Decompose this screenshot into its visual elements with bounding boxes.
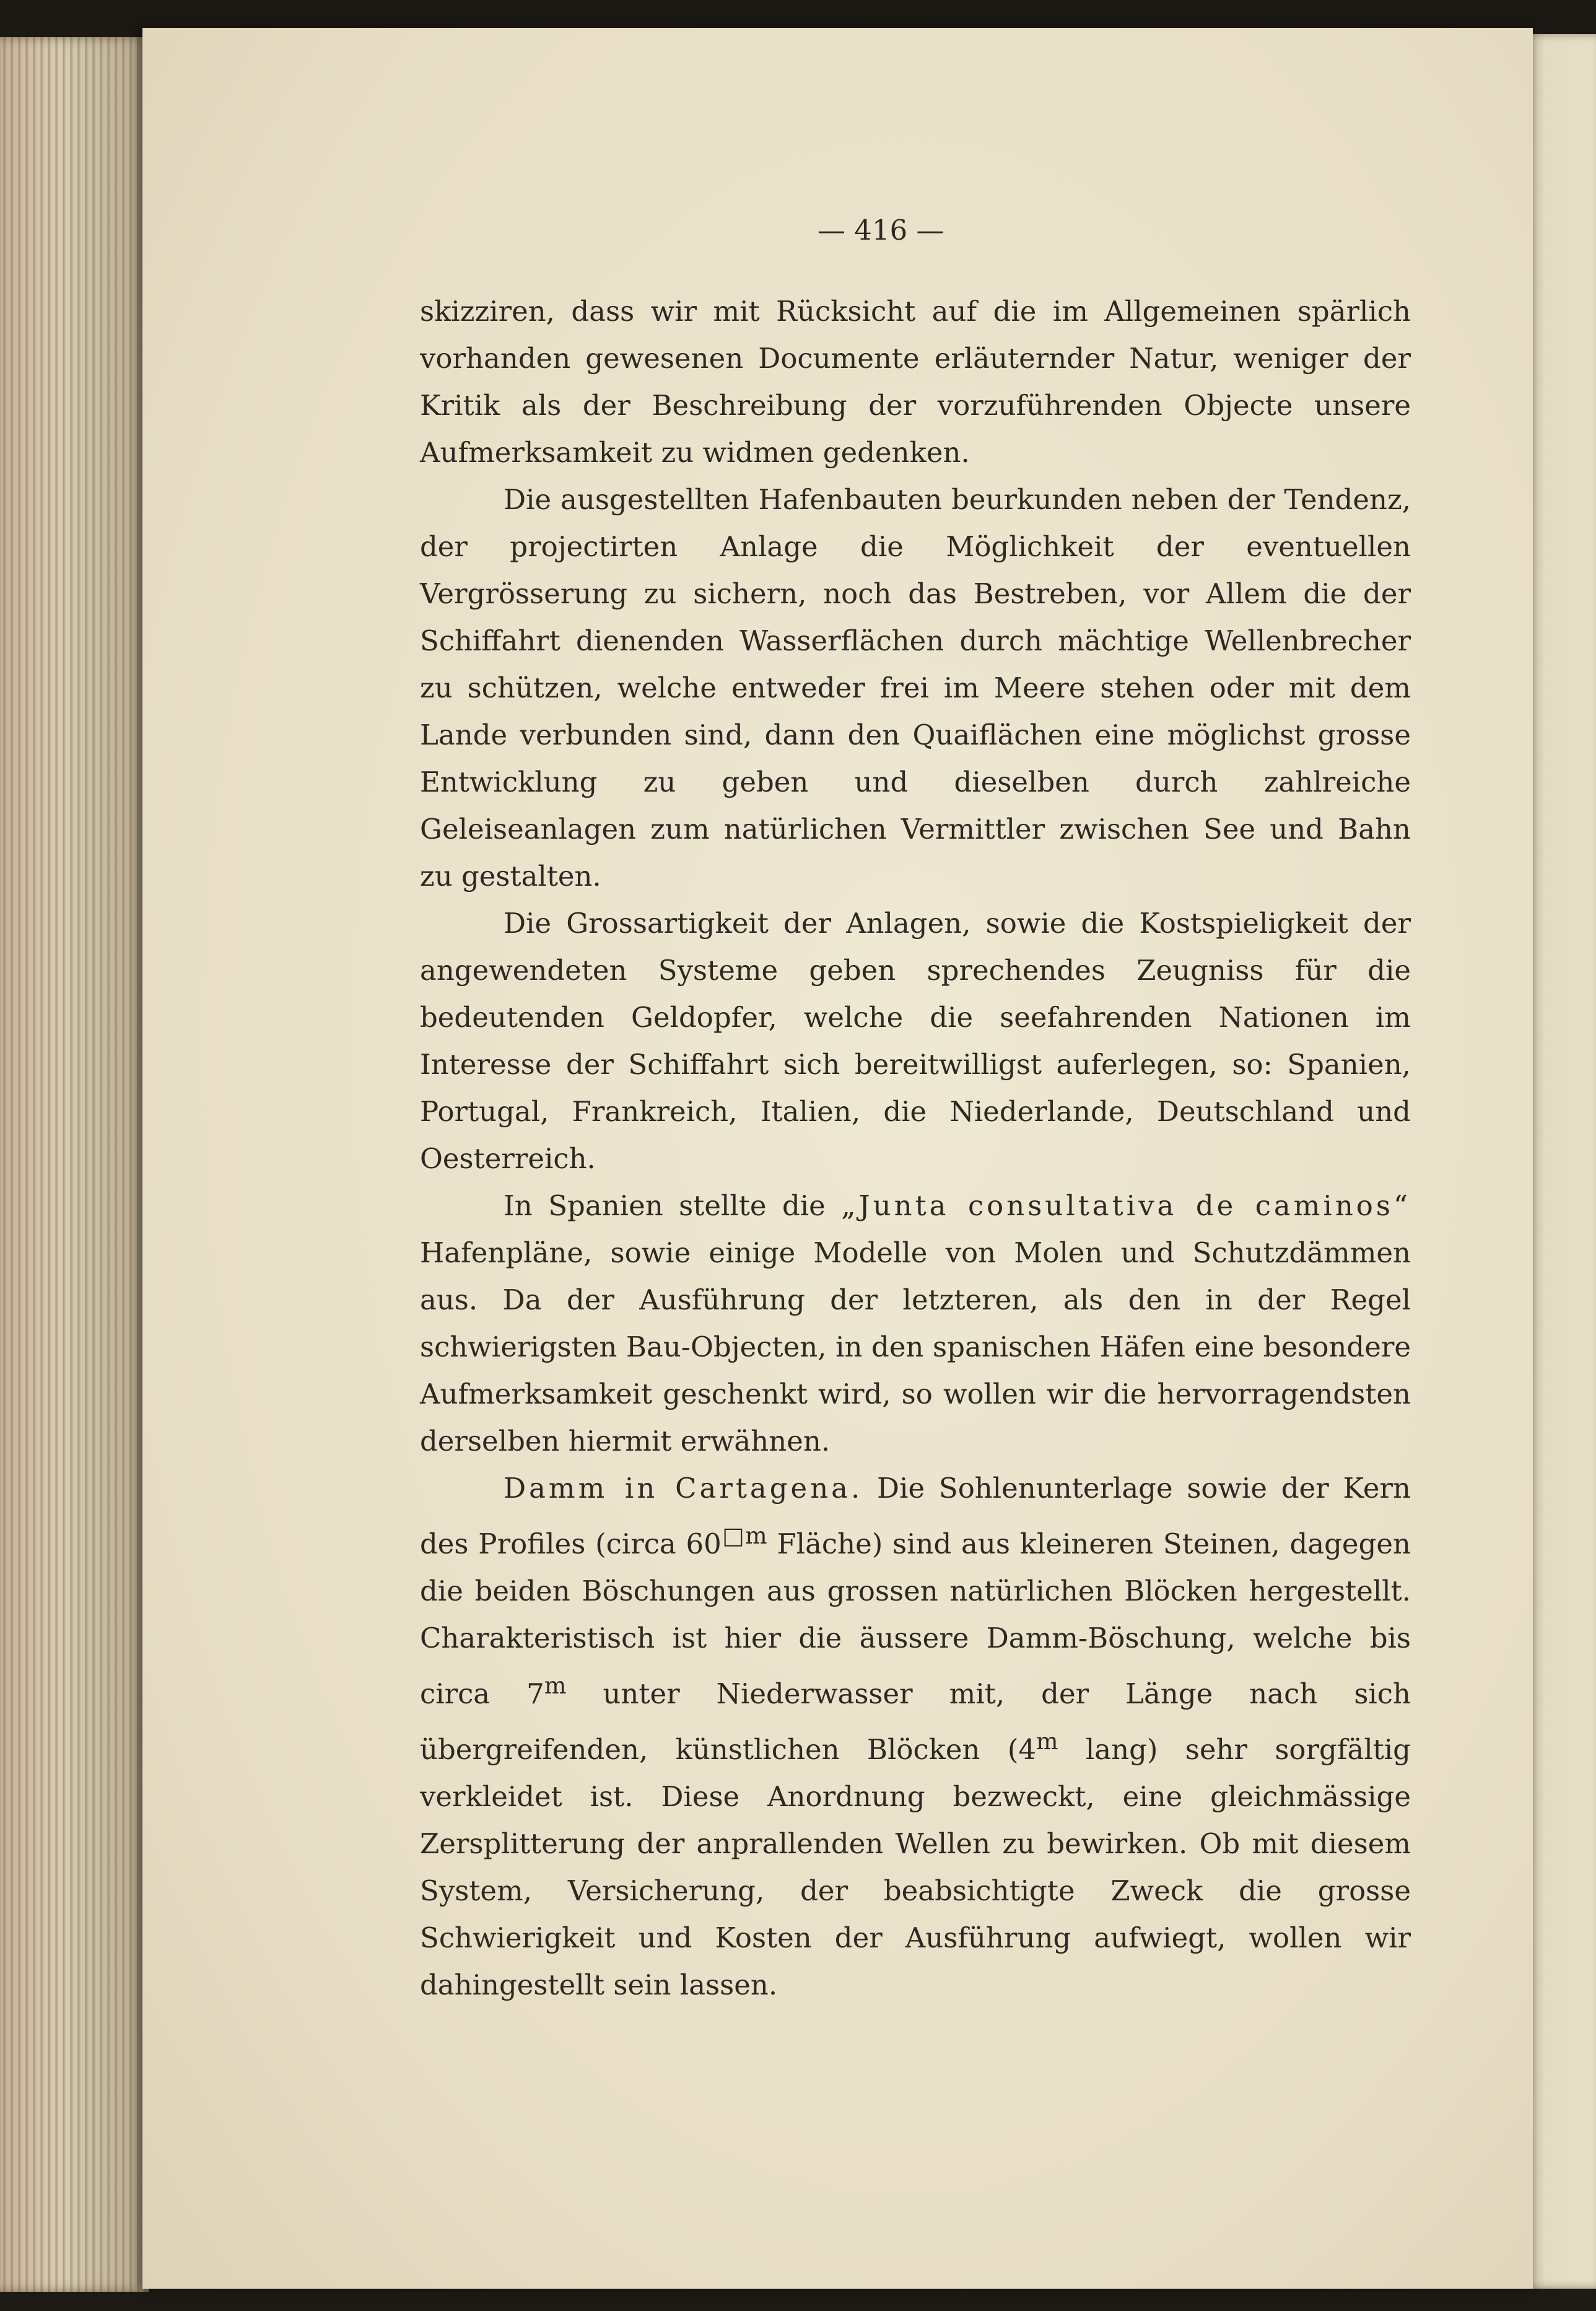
unit-metre-2: m bbox=[1036, 1728, 1058, 1755]
section-heading-cartagena: Damm in Cartagena. bbox=[504, 1472, 863, 1505]
paragraph-1: skizziren, dass wir mit Rücksicht auf die im Allgemeinen spärlich vorhanden gewesenen Documente erläuternder Natur, weniger der Kritik als der Beschreibung der vorzuführenden Objecte unsere Aufmerksamkeit zu widmen gedenken. bbox=[420, 295, 1411, 469]
page-stack-edge bbox=[0, 37, 149, 2292]
facing-page-edge bbox=[1524, 34, 1596, 2289]
page-number: — 416 — bbox=[818, 214, 944, 247]
unit-metre-1: m bbox=[544, 1672, 567, 1699]
paragraph-3: Die Grossartigkeit der Anlagen, sowie die Kostspieligkeit der angewendeten Systeme geben sprechendes Zeugniss für die bedeutenden Geldopfer, welche die seefahrenden Nationen im Interesse der Schiffahrt sich bereitwilligst auferlegen, so: Spanien, Portugal, Frankreich, Italien, die Niederlande, Deutschland und Oesterreich. bbox=[420, 907, 1411, 1175]
unit-square-metre: □m bbox=[721, 1522, 767, 1549]
body-text bbox=[420, 288, 1411, 2009]
paragraph-2: Die ausgestellten Hafenbauten beurkunden neben der Tendenz, der projectirten Anlage die Möglichkeit der eventuellen Vergrösserung zu sichern, noch das Bestreben, vor Allem die der Schiffahrt dienenden Wasserflächen durch mächtige Wellenbrecher zu schützen, welche entweder frei im Meere stehen oder mit dem Lande verbunden sind, dann den Quaiflächen eine möglichst grosse Entwicklung zu geben und dieselben durch zahlreiche Geleiseanlagen zum natürlichen Vermittler zwischen See und Bahn zu gestalten. bbox=[420, 483, 1411, 893]
paragraph-4-body: Hafenpläne, sowie einige Modelle von Molen und Schutzdämmen aus. Da der Ausführung der letzteren, als den in der Regel schwierigsten Bau-Objecten, in den spanischen Häfen eine besondere Aufmerksamkeit geschenkt wird, so wollen wir die hervorragendsten derselben hiermit erwähnen. bbox=[420, 1236, 1411, 1457]
paragraph-4-intro: In Spanien stellte die bbox=[504, 1189, 842, 1222]
paragraph-5-part-4: lang) sehr sorgfältig verkleidet ist. Diese Anordnung bezweckt, eine gleichmässige Zersplitterung der anprallenden Wellen zu bewirken. Ob mit diesem System, Versicherung, der beabsichtigte Zweck die grosse Schwierigkeit und Kosten der Ausführung aufwiegt, wollen wir dahingestellt sein lassen. bbox=[420, 1733, 1411, 2001]
paragraph-4 bbox=[420, 1182, 1411, 1465]
paragraph-5-part-2: Fläche) sind aus kleineren Steinen, dagegen die beiden Böschungen aus grossen natürlichen Blöcken hergestellt. Charakteristisch ist hier die äussere Damm-Böschung, welche bis circa 7 bbox=[420, 1527, 1411, 1710]
paragraph-5-part-1: Die Sohlenunterlage sowie der Kern des Profiles (circa 60 bbox=[420, 1472, 1411, 1560]
junta-name: „Junta consultativa de caminos“ bbox=[841, 1189, 1411, 1222]
paragraph-5 bbox=[420, 1465, 1411, 2009]
paragraph-5-part-3: unter Niederwasser mit, der Länge nach sich übergreifenden, künstlichen Blöcken (4 bbox=[420, 1677, 1411, 1766]
